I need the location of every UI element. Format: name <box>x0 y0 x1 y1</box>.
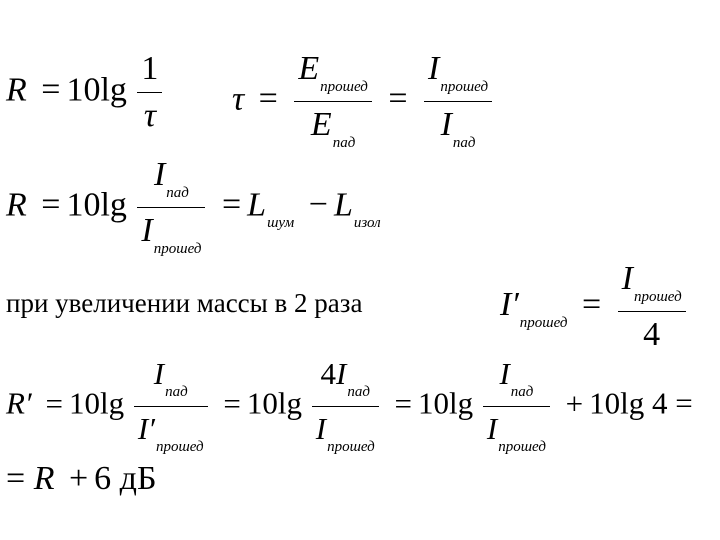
fraction-1-tau <box>137 52 162 133</box>
equals: = <box>581 285 602 323</box>
symbol-I: I <box>141 212 153 249</box>
subscript: пад <box>332 135 356 151</box>
equals: = <box>258 80 278 118</box>
formula-R-1 <box>6 52 164 133</box>
coef: 10 <box>589 385 621 421</box>
equals: = <box>394 385 413 421</box>
subscript: прошед <box>327 439 375 455</box>
equals: = <box>41 186 61 224</box>
subscript: пад <box>347 384 370 400</box>
lg: lg <box>99 385 125 421</box>
subscript: пад <box>510 384 534 400</box>
fraction-b <box>312 358 379 455</box>
equals: = <box>223 385 241 421</box>
subscript: пад <box>452 135 476 151</box>
symbol-I: I <box>336 356 347 391</box>
symbol-L: L <box>247 186 267 224</box>
unit: дБ <box>119 460 157 497</box>
numerator: 1 <box>137 52 162 93</box>
fraction-E <box>294 52 371 151</box>
coef: 10 <box>66 186 101 224</box>
formula-Rprime <box>6 358 693 455</box>
symbol-Rprime: R′ <box>6 385 32 421</box>
subscript: пад <box>166 185 189 201</box>
plus: + <box>68 460 89 497</box>
plus: + <box>565 385 584 421</box>
equals: = <box>221 186 242 224</box>
symbol-E: E <box>298 50 320 87</box>
subscript: шум <box>267 215 295 232</box>
coef: 10 <box>68 385 100 421</box>
fraction-a <box>134 358 208 455</box>
symbol-R: R <box>6 186 27 224</box>
mass-text: при увеличении массы в 2 раза <box>6 288 363 318</box>
lg: lg <box>277 385 302 421</box>
minus: − <box>308 186 328 224</box>
fraction-I-pad <box>137 158 205 257</box>
subscript: прошед <box>320 79 368 95</box>
subscript: прошед <box>155 439 204 455</box>
symbol-I: I <box>440 106 452 143</box>
formula-Iprime <box>500 262 688 352</box>
formula-tau <box>232 52 494 151</box>
coef-4: 4 <box>320 356 337 391</box>
equals: = <box>6 460 26 497</box>
symbol-R: R <box>6 71 27 109</box>
lg: lg <box>100 71 127 109</box>
subscript: пад <box>165 384 188 400</box>
formula-result <box>6 462 156 496</box>
lg: lg <box>620 385 645 421</box>
equals: = <box>41 71 61 109</box>
subscript: прошед <box>519 314 568 331</box>
symbol-I: I <box>621 260 633 297</box>
symbol-L: L <box>333 186 353 224</box>
symbol-Iprime: I′ <box>500 285 519 323</box>
subscript: изол <box>353 215 381 232</box>
symbol-R: R <box>33 460 55 497</box>
subscript: прошед <box>440 79 489 95</box>
subscript: прошед <box>498 439 546 455</box>
coef: 10 <box>246 385 278 421</box>
coef: 10 <box>418 385 450 421</box>
symbol-I: I <box>499 356 510 391</box>
denominator: 4 <box>643 316 661 353</box>
tail: 4 = <box>652 385 693 421</box>
symbol-Iprime: I′ <box>137 411 155 446</box>
symbol-E: E <box>310 106 332 143</box>
fraction-I-4 <box>618 262 686 352</box>
denominator: τ <box>143 97 156 134</box>
symbol-I: I <box>153 156 166 193</box>
symbol-I: I <box>315 411 327 446</box>
value: 6 <box>94 460 112 497</box>
fraction-I <box>424 52 492 151</box>
lg: lg <box>100 186 127 224</box>
formula-R-2 <box>6 158 381 257</box>
symbol-tau: τ <box>232 80 245 118</box>
equals: = <box>388 80 408 118</box>
fraction-c <box>483 358 550 455</box>
subscript: прошед <box>153 241 202 257</box>
symbol-I: I <box>428 50 440 87</box>
equals: = <box>45 385 63 421</box>
symbol-I: I <box>153 356 165 391</box>
subscript: прошед <box>633 289 682 305</box>
symbol-I: I <box>486 411 498 446</box>
coef: 10 <box>66 71 101 109</box>
lg: lg <box>449 385 474 421</box>
